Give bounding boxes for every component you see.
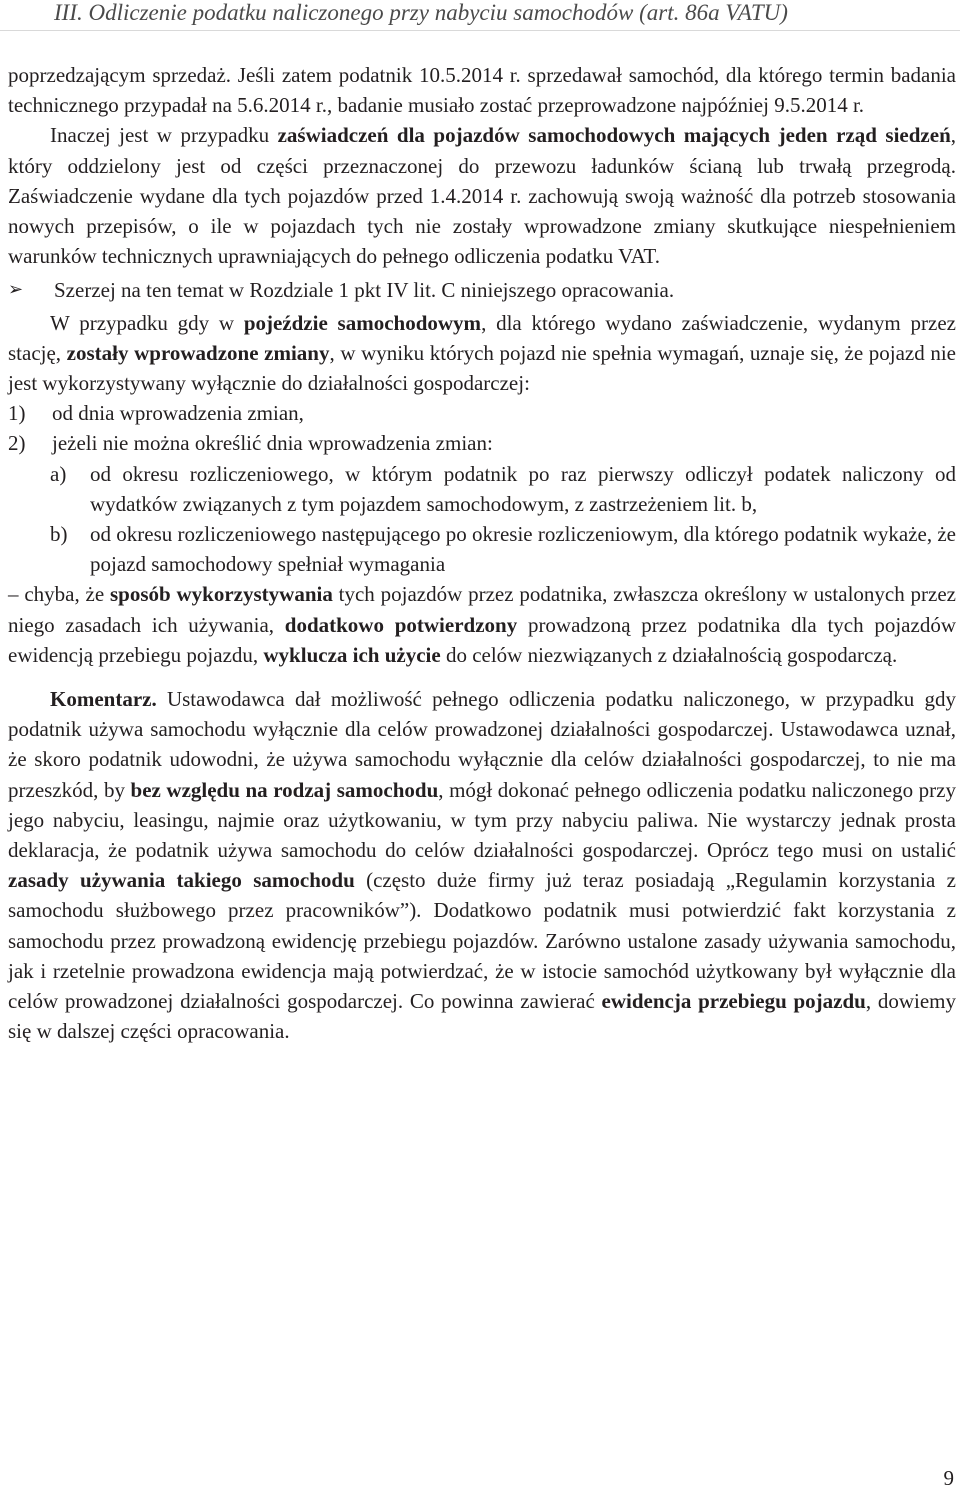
sublist-item	[8, 459, 956, 519]
bold-run: ewidencja przebiegu pojazdu	[601, 989, 866, 1014]
sublist-letter: b)	[50, 522, 68, 547]
paragraph-vehicle-changes	[8, 308, 956, 399]
text-run: (często duże firmy już teraz posiadają „Regulamin korzystania z samochodu służbowego przez pracowników”). Dodatkowo podatnik musi potwierdzić fakt korzystania z samochodu przez prowadzoną ewidencję przebiegu pojazdów. Zarówno ustalone zasady używania samochodu, jak i rzetelnie prowadzona ewidencja mają potwierdzać, że w istocie samochód użytkowany był wyłącznie dla celów prowadzonej działalności gospodarczej. Co powinna zawierać	[8, 868, 956, 1014]
bold-run: zasady używania takiego samochodu	[8, 868, 355, 893]
bold-run: zostały wprowadzone zmiany	[66, 340, 330, 365]
list-number: 1)	[8, 401, 26, 426]
page-number: 9	[943, 1466, 954, 1490]
paragraph-exception	[8, 579, 956, 670]
paragraph-gap	[8, 670, 956, 684]
bold-run: wyklucza ich użycie	[263, 642, 441, 667]
text-run: , w wyniku których pojazd nie spełnia wymagań, uznaje się, że pojazd nie jest wykorzystywany wyłącznie do działalności gospodarczej:	[8, 340, 957, 396]
sublist-text: od okresu rozliczeniowego następującego po okresie rozliczeniowym, dla którego podatnik wykaże, że pojazd samochodowy spełniał wymagania	[90, 522, 956, 577]
list-text: jeżeli nie można określić dnia wprowadzenia zmian:	[52, 431, 493, 456]
sublist-text: od okresu rozliczeniowego, w którym podatnik po raz pierwszy odliczył podatek naliczony od wydatków związanych z tym pojazdem samochodowym, z zastrzeżeniem lit. b,	[90, 461, 956, 516]
bold-run: sposób wykorzystywania	[109, 582, 333, 607]
text-run: do celów niezwiązanych z działalnością gospodarczą.	[440, 642, 898, 667]
list-item	[8, 398, 956, 428]
cross-reference-text: Szerzej na ten temat w Rozdziale 1 pkt IV lit. C niniejszego opracowania.	[54, 278, 675, 303]
paragraph-commentary	[8, 684, 956, 1046]
page-body	[8, 60, 956, 1047]
text-run: – chyba, że	[8, 582, 110, 607]
header-divider	[0, 30, 960, 31]
cross-reference-note	[8, 275, 956, 305]
paragraph-certificates	[8, 120, 956, 271]
text-run: tych pojazdów przez podatnika, zwłaszcza określony w ustalonych przez niego zasadach ich używania,	[8, 582, 956, 637]
sublist-item	[8, 519, 956, 579]
bold-run: zaświadczeń dla pojazdów samochodowych mających jeden rząd siedzeń	[277, 123, 951, 148]
sublist-letter: a)	[50, 461, 67, 486]
bold-run: pojeździe samochodowym	[243, 310, 482, 335]
arrow-bullet-icon: ➢	[8, 279, 24, 301]
text-run: , który oddzielony jest od części przeznaczonej do przewozu ładunków ścianą lub trwałą przegrodą. Zaświadczenie wydane dla tych pojazdów przed 1.4.2014 r. zachowują swoją ważność dla potrzeb stosowania nowych przepisów, o ile w pojazdach tych nie zostały wprowadzone zmiany skutkujące niespełnieniem warunków technicznych uprawniających do pełnego odliczenia podatku VAT.	[8, 123, 956, 269]
text-run: , mógł dokonać pełnego odliczenia podatku naliczonego przy jego nabyciu, leasingu, najmie oraz użytkowaniu, w tym przy nabyciu paliwa. Nie wystarczy jednak prosta deklaracja, że podatnik używa samochodu do celów działalności gospodarczej. Oprócz tego musi on ustalić	[8, 777, 956, 863]
running-header: III. Odliczenie podatku naliczonego przy nabyciu samochodów (art. 86a VATU)	[54, 0, 788, 25]
text-run: prowadzoną przez podatnika dla tych pojazdów ewidencją przebiegu pojazdu,	[8, 612, 956, 667]
text-run: Inaczej jest w przypadku	[50, 123, 278, 148]
text-run: , dla którego wydano zaświadczenie, wydanym przez stację,	[8, 310, 956, 365]
text-run: W przypadku gdy w	[50, 310, 244, 335]
bold-run: bez względu na rodzaj samochodu	[130, 777, 439, 802]
bold-run: dodatkowo potwierdzony	[284, 612, 518, 637]
list-number: 2)	[8, 431, 26, 456]
list-item	[8, 428, 956, 458]
text-run: Ustawodawca dał możliwość pełnego odliczenia podatku naliczonego, w przypadku gdy podatnik używa samochodu wyłącznie dla celów prowadzonej działalności gospodarczej. Ustawodawca uznał, że skoro podatnik udowodni, że używa samochodu wyłącznie dla celów działalności gospodarczej, to nie ma przeszkód, by	[8, 687, 956, 802]
text-run: , dowiemy się w dalszej części opracowania.	[8, 989, 957, 1044]
list-text: od dnia wprowadzenia zmian,	[52, 401, 304, 426]
commentary-label: Komentarz.	[50, 687, 157, 712]
paragraph-continuation: poprzedzającym sprzedaż. Jeśli zatem podatnik 10.5.2014 r. sprzedawał samochód, dla którego termin badania technicznego przypadał na 5.6.2014 r., badanie musiało zostać przeprowadzone najpóźniej 9.5.2014 r.	[8, 63, 956, 118]
